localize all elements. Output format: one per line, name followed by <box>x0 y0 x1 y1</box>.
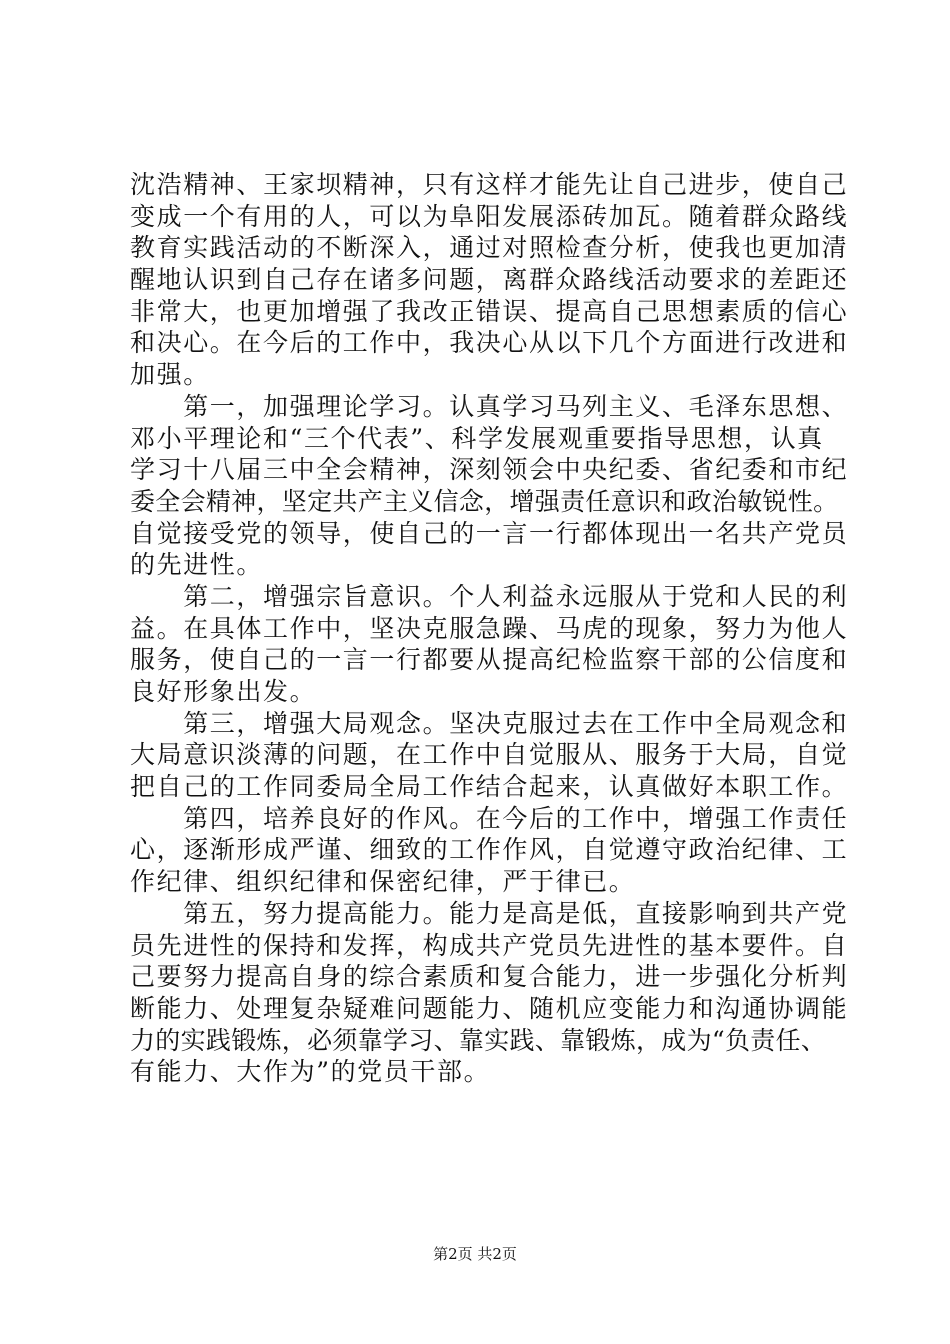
document-body <box>130 169 860 1088</box>
text-line: 和决心。在今后的工作中，我决心从以下几个方面进行改进和 <box>130 328 849 358</box>
text-line: 断能力、处理复杂疑难问题能力、随机应变能力和沟通协调能 <box>130 993 849 1023</box>
text-line: 沈浩精神、王家坝精神，只有这样才能先让自己进步，使自己 <box>130 170 849 199</box>
text-line: 学习十八届三中全会精神，深刻领会中央纪委、省纪委和市纪 <box>130 455 849 485</box>
text-line: 自觉接受党的领导，使自己的一言一行都体现出一名共产党员 <box>130 518 849 548</box>
text-line: 员先进性的保持和发挥，构成共产党员先进性的基本要件。自 <box>130 930 849 960</box>
text-line: 第五，努力提高能力。能力是高是低，直接影响到共产党 <box>130 898 849 928</box>
text-line: 心，逐渐形成严谨、细致的工作作风，自觉遵守政治纪律、工 <box>130 835 849 865</box>
text-line: 邓小平理论和“三个代表”、科学发展观重要指导思想，认真 <box>130 423 824 453</box>
text-line: 益。在具体工作中，坚决克服急躁、马虎的现象，努力为他人 <box>130 613 849 643</box>
text-line: 第四，培养良好的作风。在今后的工作中，增强工作责任 <box>130 803 849 833</box>
text-line: 力的实践锻炼，必须靠学习、靠实践、靠锻炼，成为“负责任、 <box>130 1025 827 1055</box>
page-number-footer: 第2页 共2页 <box>433 1245 517 1263</box>
text-line: 己要努力提高自身的综合素质和复合能力，进一步强化分析判 <box>130 962 849 992</box>
text-line: 把自己的工作同委局全局工作结合起来，认真做好本职工作。 <box>130 772 849 802</box>
text-line: 服务，使自己的一言一行都要从提高纪检监察干部的公信度和 <box>130 645 849 675</box>
text-line: 委全会精神，坚定共产主义信念，增强责任意识和政治敏锐性。 <box>130 486 839 516</box>
text-line: 大局意识淡薄的问题，在工作中自觉服从、服务于大局，自觉 <box>130 740 849 770</box>
text-line: 有能力、大作为”的党员干部。 <box>130 1057 491 1087</box>
text-line: 第二，增强宗旨意识。个人利益永远服从于党和人民的利 <box>130 581 849 611</box>
text-line: 教育实践活动的不断深入，通过对照检查分析，使我也更加清 <box>130 233 849 263</box>
text-line: 醒地认识到自己存在诸多问题，离群众路线活动要求的差距还 <box>130 265 849 295</box>
text-line: 非常大，也更加增强了我改正错误、提高自己思想素质的信心 <box>130 296 849 326</box>
text-line: 的先进性。 <box>130 550 264 580</box>
text-line: 作纪律、组织纪律和保密纪律，严于律已。 <box>130 867 636 897</box>
text-line: 第三，增强大局观念。坚决克服过去在工作中全局观念和 <box>130 708 849 738</box>
text-line: 第一，加强理论学习。认真学习马列主义、毛泽东思想、 <box>130 391 849 421</box>
text-line: 加强。 <box>130 360 210 390</box>
text-line: 良好形象出发。 <box>130 677 317 706</box>
text-line: 变成一个有用的人，可以为阜阳发展添砖加瓦。随着群众路线 <box>130 201 849 231</box>
